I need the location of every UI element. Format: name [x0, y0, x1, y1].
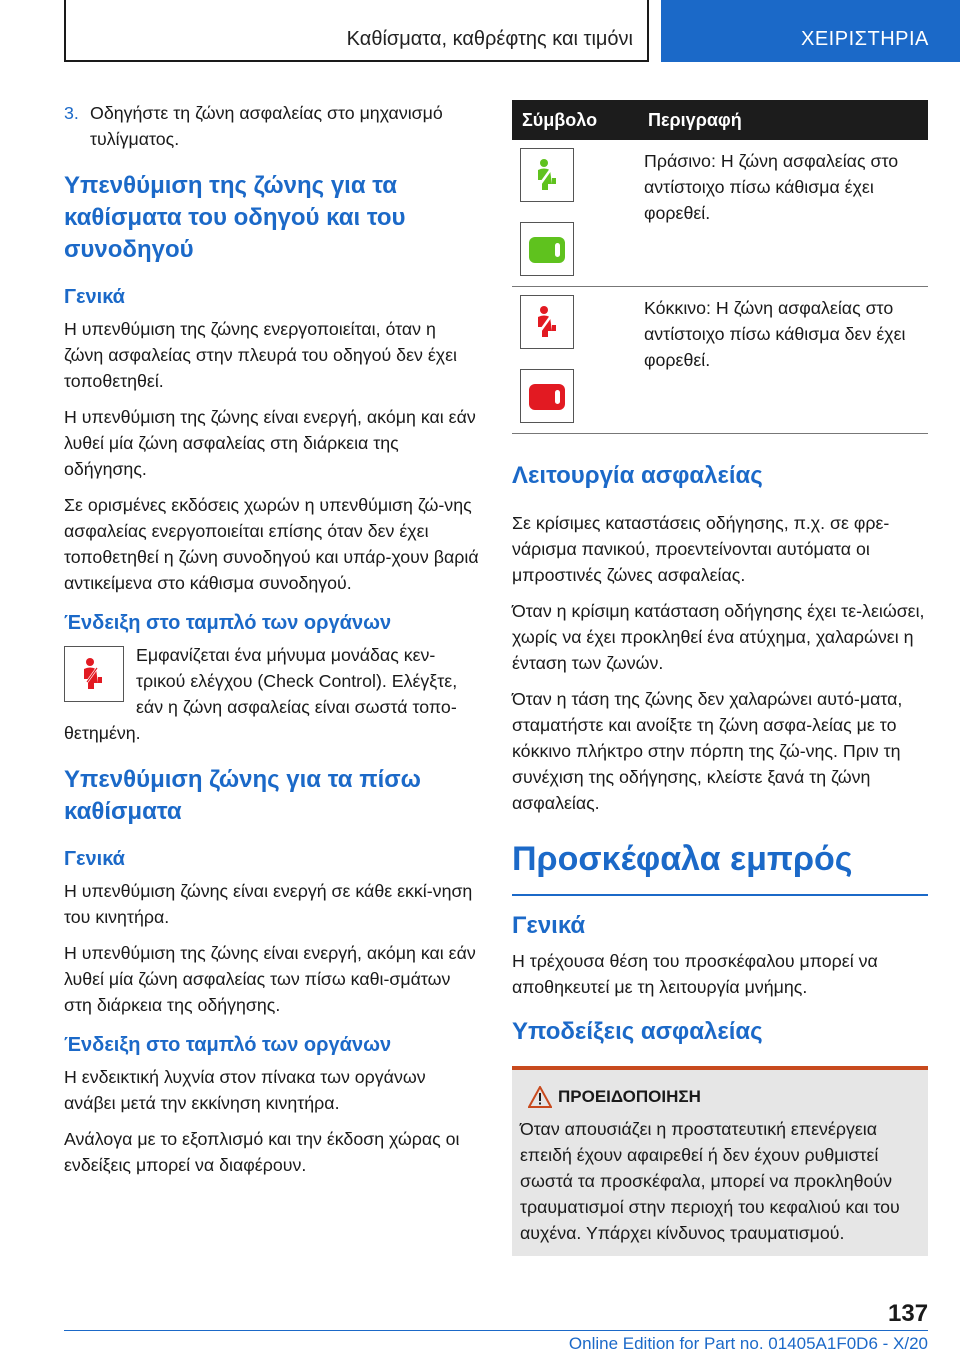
left-column: [64, 100, 480, 1188]
step-text: Οδηγήστε τη ζώνη ασφαλείας στο μηχανισμό τυλίγματος.: [90, 103, 443, 149]
seatbelt-warning-icon: [64, 646, 124, 702]
paragraph: Εμφανίζεται ένα μήνυμα μονάδας κεν-τρικού ελέγχου (Check Control). Ελέγξτε, εάν η ζώνη ασφαλείας είναι σωστά τοπο-θετημένη.: [64, 645, 458, 743]
footer-rule: [64, 1330, 928, 1331]
heading-general-1: Γενικά: [64, 286, 125, 308]
header-box: [64, 0, 649, 62]
symbol-cell: [512, 140, 638, 287]
step-3: [64, 100, 480, 152]
paragraph: Ανάλογα με το εξοπλισμό και την έκδοση χώρας οι ενδείξεις μπορεί να διαφέρουν.: [64, 1129, 460, 1175]
paragraph: Όταν η τάση της ζώνης δεν χαλαρώνει αυτό-ματα, σταματήστε και ανοίξτε τη ζώνη ασφα-λείας με το κόκκινο πλήκτρο στην πόρπη της ζώ-νης. Πριν τη συνέχιση της οδήγησης, κλείστε ξανά τη ζώνη ασφαλείας.: [512, 689, 903, 813]
heading-general-2: Γενικά: [64, 848, 125, 870]
red-seat-indicator-icon: [520, 369, 574, 423]
heading-indicator-2: Ένδειξη στο ταμπλό των οργάνων: [64, 1034, 392, 1056]
heading-rule: [512, 880, 928, 896]
symbol-table: [512, 100, 928, 434]
table-header-row: [512, 100, 928, 140]
section-tab[interactable]: [661, 0, 960, 62]
chapter-title: Καθίσματα, καθρέφτης και τιμόνι: [346, 28, 633, 50]
paragraph: Όταν η κρίσιμη κατάσταση οδήγησης έχει τε-λειώσει, χωρίς να έχει προκληθεί ένα ατύχημα, χαλαρώνει η ένταση των ζωνών.: [512, 601, 925, 673]
warning-text: Όταν απουσιάζει η προστατευτική επενέργεια επειδή έχουν αφαιρεθεί ή δεν έχουν ρυθμιστεί σωστά τα προσκέφαλα, μπορεί να προκληθούν τραυματισμοί στην περιοχή του κεφαλιού και του αυχένα. Υπάρχει κίνδυνος τραυματισμού.: [512, 1110, 928, 1256]
heading-safety-function: Λειτουργία ασφαλείας: [512, 462, 763, 489]
green-seatbelt-icon: [520, 148, 574, 202]
heading-headrests: Προσκέφαλα εμπρός: [512, 840, 853, 878]
symbol-cell: [512, 287, 638, 434]
paragraph: Η υπενθύμιση ζώνης είναι ενεργή σε κάθε εκκί-νηση του κινητήρα.: [64, 881, 473, 927]
paragraph: Η υπενθύμιση της ζώνης είναι ενεργή, ακόμη και εάν λυθεί μία ζώνη ασφαλείας των πίσω καθι-σμάτων στη διάρκεια της οδήγησης.: [64, 943, 476, 1015]
page-number: 137: [888, 1300, 929, 1327]
heading-general: Γενικά: [512, 912, 586, 939]
indicator-block: [64, 642, 480, 746]
column-header-symbol: Σύμβολο: [512, 100, 638, 140]
description-cell: Κόκκινο: Η ζώνη ασφαλείας στο αντίστοιχο πίσω κάθισμα δεν έχει φορεθεί.: [638, 287, 928, 434]
edition-footer: Online Edition for Part no. 01405A1F0D6 - X/20: [568, 1334, 928, 1353]
paragraph: Η υπενθύμιση της ζώνης ενεργοποιείται, όταν η ζώνη ασφαλείας στην πλευρά του οδηγού δεν έχει τοποθετηθεί.: [64, 319, 457, 391]
heading-front-reminder: Υπενθύμιση της ζώνης για τα καθίσματα του οδηγού και του συνοδηγού: [64, 172, 406, 263]
table-row: [512, 140, 928, 287]
table-row: [512, 287, 928, 434]
warning-title-row: [512, 1084, 928, 1110]
paragraph: Σε κρίσιμες καταστάσεις οδήγησης, π.χ. σε φρε-νάρισμα πανικού, προεντείνονται αυτόματα οι μπροστινές ζώνες ασφαλείας.: [512, 513, 890, 585]
warning-triangle-icon: [528, 1086, 552, 1108]
right-column: [512, 100, 928, 1256]
heading-indicator-1: Ένδειξη στο ταμπλό των οργάνων: [64, 612, 392, 634]
heading-rear-reminder: Υπενθύμιση ζώνης για τα πίσω καθίσματα: [64, 766, 421, 825]
warning-box: [512, 1066, 928, 1256]
green-seat-indicator-icon: [520, 222, 574, 276]
column-header-description: Περιγραφή: [638, 100, 928, 140]
section-tab-label: ΧΕΙΡΙΣΤΗΡΙΑ: [801, 28, 929, 50]
paragraph: Η ενδεικτική λυχνία στον πίνακα των οργάνων ανάβει μετά την εκκίνηση κινητήρα.: [64, 1067, 426, 1113]
paragraph: Σε ορισμένες εκδόσεις χωρών η υπενθύμιση ζώ-νης ασφαλείας ενεργοποιείται επίσης όταν δεν έχει τοποθετηθεί η ζώνη συνοδηγού και υπάρ-χουν βαριά αντικείμενα στο κάθισμα συνοδηγού.: [64, 495, 479, 593]
description-cell: Πράσινο: Η ζώνη ασφαλείας στο αντίστοιχο πίσω κάθισμα έχει φορεθεί.: [638, 140, 928, 287]
paragraph: Η υπενθύμιση της ζώνης είναι ενεργή, ακόμη και εάν λυθεί μία ζώνη ασφαλείας στη διάρκεια της οδήγησης.: [64, 407, 476, 479]
step-number: 3.: [64, 103, 79, 123]
heading-safety-notes: Υποδείξεις ασφαλείας: [512, 1018, 763, 1045]
paragraph: Η τρέχουσα θέση του προσκέφαλου μπορεί να αποθηκευτεί με τη λειτουργία μνήμης.: [512, 951, 878, 997]
red-seatbelt-icon: [520, 295, 574, 349]
warning-title: ΠΡΟΕΙΔΟΠΟΙΗΣΗ: [558, 1087, 701, 1106]
